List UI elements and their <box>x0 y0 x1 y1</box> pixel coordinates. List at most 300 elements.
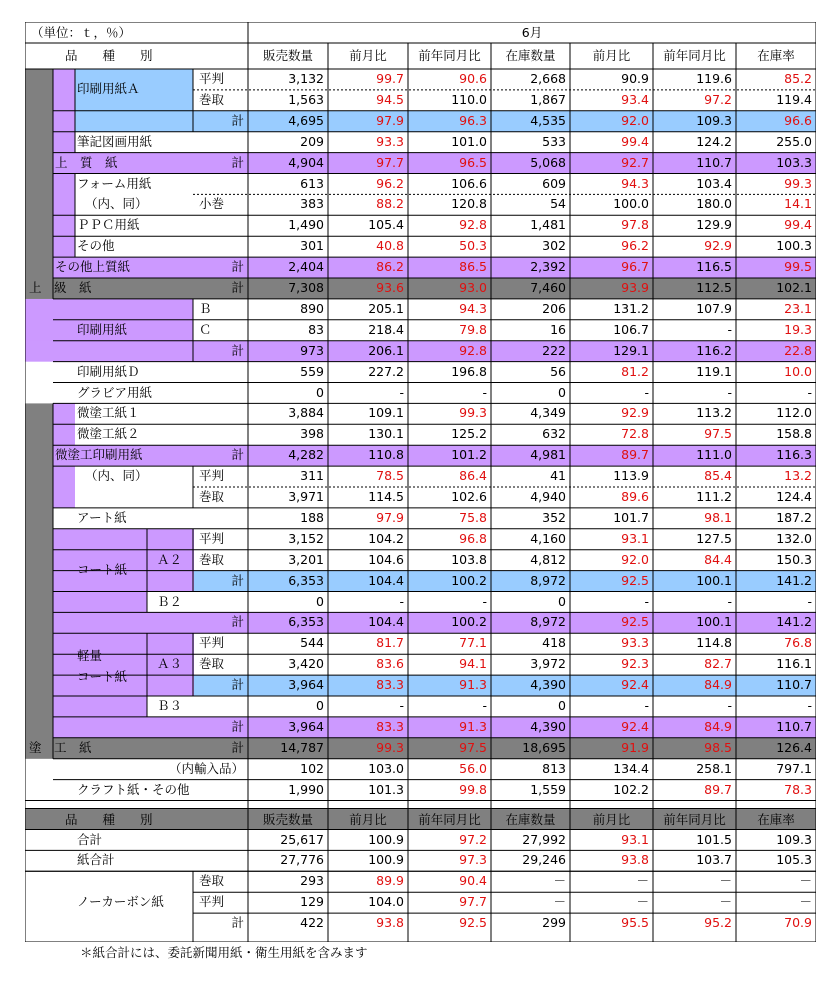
row-label-insatsu-a: 印刷用紙Ａ <box>77 81 140 97</box>
column-header-category: 品 種 別 <box>65 811 153 827</box>
column-header: 前月比 <box>592 48 631 63</box>
row-label-bitoko1: 微塗工紙１ <box>77 405 140 421</box>
value-cell: 92.9 <box>621 405 649 421</box>
value-cell: 77.1 <box>459 635 487 651</box>
value-cell: 112.5 <box>696 280 732 295</box>
unit-label: （単位：ｔ，％） <box>31 25 132 40</box>
value-cell: 75.8 <box>459 509 487 525</box>
value-cell: - <box>644 593 649 609</box>
value-cell: 110.7 <box>696 154 732 170</box>
row-sublabel: 計 <box>231 112 244 128</box>
value-cell: 56 <box>550 363 566 379</box>
value-cell: 98.5 <box>704 739 732 755</box>
value-cell: 112.0 <box>776 405 812 421</box>
value-cell: 101.5 <box>696 831 732 847</box>
value-cell: - <box>644 698 649 713</box>
value-cell: 104.0 <box>368 894 404 910</box>
value-cell: - <box>727 321 732 337</box>
row-sublabel: 平判 <box>199 635 225 651</box>
value-cell: 4,940 <box>530 489 566 504</box>
row-label-sonota: その他 <box>77 238 115 254</box>
value-cell: 0 <box>558 593 566 609</box>
value-cell: 50.3 <box>459 238 487 254</box>
row-label-kraft: クラフト紙・その他 <box>77 781 190 797</box>
value-cell: 25,617 <box>280 831 324 847</box>
value-cell: 97.7 <box>459 894 487 910</box>
value-cell: 116.1 <box>776 656 812 672</box>
value-cell: 973 <box>300 342 324 358</box>
column-header: 前月比 <box>349 811 387 827</box>
value-cell: 196.8 <box>451 363 487 379</box>
value-cell: 18,695 <box>522 739 566 755</box>
value-cell: 83.3 <box>376 718 404 734</box>
row-sublabel: 巻取 <box>199 551 225 567</box>
value-cell: 89.7 <box>621 447 649 463</box>
value-cell: 99.3 <box>784 175 812 191</box>
blue-group-bar <box>75 69 193 132</box>
value-cell: 94.3 <box>621 175 649 191</box>
row-sublabel: 平判 <box>199 468 225 484</box>
value-cell: 96.2 <box>621 238 649 254</box>
row-label-toko: 塗 工 紙 <box>29 739 92 755</box>
row-sublabel: 平判 <box>199 530 225 546</box>
value-cell: 206 <box>542 300 566 316</box>
value-cell: 91.3 <box>459 677 487 693</box>
value-cell: 78.3 <box>784 781 812 797</box>
value-cell: 41 <box>550 468 566 484</box>
row-sublabel: Ｂ <box>199 300 212 316</box>
value-cell: 16 <box>550 321 566 337</box>
value-cell: 99.8 <box>459 781 487 797</box>
value-cell: - <box>727 384 732 400</box>
row-sublabel: 計 <box>231 259 244 275</box>
value-cell: 92.7 <box>621 154 649 170</box>
value-cell: - <box>727 593 732 609</box>
row-sublabel: Ｃ <box>199 321 212 337</box>
value-cell: 99.7 <box>376 71 404 86</box>
value-cell: 89.6 <box>621 489 649 504</box>
row-sublabel: 平判 <box>199 894 225 910</box>
value-cell: 113.2 <box>696 405 732 421</box>
value-cell: 109.3 <box>696 112 732 128</box>
value-cell: 56.0 <box>459 760 487 776</box>
value-cell: 91.3 <box>459 718 487 734</box>
value-cell: 3,964 <box>288 718 324 734</box>
value-cell: 6,353 <box>288 614 324 630</box>
value-cell: 299 <box>542 915 566 931</box>
value-cell: 84.9 <box>704 677 732 693</box>
row-label-ppc: ＰＰＣ用紙 <box>77 217 140 233</box>
gray-group-bar <box>25 69 53 299</box>
row-sublabel: 計 <box>231 677 244 693</box>
value-cell: 90.4 <box>459 873 487 889</box>
value-cell: 92.0 <box>621 551 649 567</box>
row-sublabel: 巻取 <box>199 489 225 504</box>
value-cell: 352 <box>542 509 566 525</box>
value-cell: 125.2 <box>451 426 487 442</box>
row-sublabel: 計 <box>231 342 244 358</box>
value-cell: 97.9 <box>376 509 404 525</box>
row-label-sonota-joshitsu: その他上質紙 <box>55 259 131 275</box>
row-sublabel: 巻取 <box>199 656 225 672</box>
value-cell: 4,282 <box>288 447 324 463</box>
row-label-b3: Ｂ３ <box>157 698 183 713</box>
value-cell: 206.1 <box>368 342 404 358</box>
value-cell: 94.5 <box>376 91 404 107</box>
column-header: 在庫数量 <box>505 811 556 827</box>
value-cell: 92.8 <box>459 342 487 358</box>
value-cell: 102.6 <box>451 489 487 504</box>
value-cell: 109.1 <box>368 405 404 421</box>
value-cell: 141.2 <box>776 572 812 588</box>
value-cell: 40.8 <box>376 238 404 254</box>
value-cell: 209 <box>300 133 324 149</box>
value-cell: 2,392 <box>530 259 566 275</box>
row-label-bitoko2: 微塗工紙２ <box>77 426 140 442</box>
value-cell: 83 <box>308 321 324 337</box>
value-cell: 3,884 <box>288 405 324 421</box>
value-cell: 97.7 <box>376 154 404 170</box>
value-cell: 187.2 <box>776 509 812 525</box>
row-sublabel: 計 <box>231 154 244 170</box>
value-cell: 99.5 <box>784 259 812 275</box>
value-cell: 3,964 <box>288 677 324 693</box>
value-cell: 131.2 <box>613 300 649 316</box>
value-cell: 130.1 <box>368 426 404 442</box>
value-cell: 100.0 <box>613 196 649 212</box>
column-header: 前年同月比 <box>663 811 726 827</box>
value-cell: 126.4 <box>776 739 812 755</box>
value-cell: 113.9 <box>613 468 649 484</box>
row-label-art: アート紙 <box>77 509 127 525</box>
value-cell: 93.1 <box>621 530 649 546</box>
month-label: 6月 <box>521 25 543 40</box>
value-cell: 1,867 <box>530 91 566 107</box>
value-cell: 398 <box>300 426 324 442</box>
row-sublabel: 計 <box>231 614 244 630</box>
value-cell: 3,152 <box>288 530 324 546</box>
value-cell: 422 <box>300 915 324 931</box>
value-cell: 92.5 <box>621 614 649 630</box>
value-cell: 94.3 <box>459 300 487 316</box>
value-cell: 124.4 <box>776 489 812 504</box>
value-cell: 116.5 <box>696 259 732 275</box>
value-cell: 91.9 <box>621 739 649 755</box>
value-cell: 92.4 <box>621 677 649 693</box>
row-label-gokei: 合計 <box>77 831 103 847</box>
value-cell: 10.0 <box>784 363 812 379</box>
value-cell: 95.2 <box>704 915 732 931</box>
value-cell: 4,695 <box>288 112 324 128</box>
value-cell: 103.0 <box>368 760 404 776</box>
purple-group-bar <box>53 466 75 508</box>
value-cell: － <box>636 873 649 889</box>
value-cell: 129.9 <box>696 217 732 233</box>
value-cell: 96.3 <box>459 112 487 128</box>
value-cell: 96.5 <box>459 154 487 170</box>
value-cell: - <box>399 593 404 609</box>
value-cell: 383 <box>300 196 324 212</box>
value-cell: － <box>719 894 732 910</box>
value-cell: 114.8 <box>696 635 732 651</box>
row-label-form: フォーム用紙 <box>77 175 152 191</box>
value-cell: 103.8 <box>451 551 487 567</box>
value-cell: - <box>807 698 812 713</box>
value-cell: 141.2 <box>776 614 812 630</box>
value-cell: 93.9 <box>621 280 649 295</box>
value-cell: 4,981 <box>530 447 566 463</box>
value-cell: 94.1 <box>459 656 487 672</box>
column-header: 前年同月比 <box>418 811 481 827</box>
value-cell: 134.4 <box>613 760 649 776</box>
value-cell: 14,787 <box>280 739 324 755</box>
value-cell: 120.8 <box>451 196 487 212</box>
value-cell: － <box>636 894 649 910</box>
value-cell: 632 <box>542 426 566 442</box>
value-cell: － <box>553 873 566 889</box>
value-cell: 88.2 <box>376 196 404 212</box>
value-cell: 105.4 <box>368 217 404 233</box>
value-cell: 92.0 <box>621 112 649 128</box>
value-cell: 86.5 <box>459 259 487 275</box>
value-cell: 127.5 <box>696 530 732 546</box>
value-cell: 54 <box>550 196 566 212</box>
value-cell: 81.7 <box>376 635 404 651</box>
value-cell: 4,904 <box>288 154 324 170</box>
value-cell: 2,404 <box>288 259 324 275</box>
value-cell: - <box>482 698 487 713</box>
value-cell: 302 <box>542 238 566 254</box>
value-cell: 0 <box>558 698 566 713</box>
value-cell: 129 <box>300 894 324 910</box>
value-cell: 100.2 <box>451 572 487 588</box>
footnote: ＊紙合計には、委託新聞用紙・衛生用紙を含みます <box>80 945 368 960</box>
value-cell: 102 <box>300 760 324 776</box>
value-cell: 533 <box>542 133 566 149</box>
row-label-a2: Ａ２ <box>157 551 183 567</box>
value-cell: 83.6 <box>376 656 404 672</box>
value-cell: 1,490 <box>288 217 324 233</box>
value-cell: 797.1 <box>776 760 812 776</box>
sales-inventory-table <box>25 22 816 942</box>
value-cell: 111.0 <box>696 447 732 463</box>
column-header: 前年同月比 <box>663 48 726 63</box>
value-cell: 104.6 <box>368 551 404 567</box>
row-label-keiryo-coat: コート紙 <box>77 668 128 684</box>
value-cell: 103.4 <box>696 175 732 191</box>
value-cell: 188 <box>300 509 324 525</box>
value-cell: 93.1 <box>621 831 649 847</box>
value-cell: 103.7 <box>696 852 732 868</box>
value-cell: 105.3 <box>776 852 812 868</box>
value-cell: 150.3 <box>776 551 812 567</box>
row-label-keiryo: 軽量 <box>77 647 103 663</box>
value-cell: － <box>553 894 566 910</box>
value-cell: 3,201 <box>288 551 324 567</box>
value-cell: 97.2 <box>704 91 732 107</box>
value-cell: 101.0 <box>451 133 487 149</box>
value-cell: 14.1 <box>784 196 812 212</box>
value-cell: 27,992 <box>522 831 566 847</box>
value-cell: 22.8 <box>784 342 812 358</box>
value-cell: 110.7 <box>776 718 812 734</box>
value-cell: 79.8 <box>459 321 487 337</box>
value-cell: 93.6 <box>376 280 404 295</box>
row-sublabel: 平判 <box>199 71 225 86</box>
value-cell: 85.4 <box>704 468 732 484</box>
value-cell: 19.3 <box>784 321 812 337</box>
value-cell: 76.8 <box>784 635 812 651</box>
column-header: 販売数量 <box>262 48 313 63</box>
value-cell: 96.8 <box>459 530 487 546</box>
value-cell: 106.7 <box>613 321 649 337</box>
value-cell: 97.5 <box>704 426 732 442</box>
value-cell: 97.5 <box>459 739 487 755</box>
column-header: 在庫数量 <box>505 48 556 63</box>
value-cell: 0 <box>316 698 324 713</box>
value-cell: 84.4 <box>704 551 732 567</box>
value-cell: 110.0 <box>451 91 487 107</box>
row-sublabel: 計 <box>231 739 244 755</box>
value-cell: - <box>807 593 812 609</box>
value-cell: 613 <box>300 175 324 191</box>
value-cell: 83.3 <box>376 677 404 693</box>
value-cell: 3,972 <box>530 656 566 672</box>
value-cell: 114.5 <box>368 489 404 504</box>
value-cell: 559 <box>300 363 324 379</box>
value-cell: - <box>399 384 404 400</box>
value-cell: - <box>482 593 487 609</box>
value-cell: 100.9 <box>368 831 404 847</box>
value-cell: 116.3 <box>776 447 812 463</box>
value-cell: 7,308 <box>288 280 324 295</box>
row-sublabel: 計 <box>231 572 244 588</box>
value-cell: 93.3 <box>621 635 649 651</box>
value-cell: 86.4 <box>459 468 487 484</box>
value-cell: 0 <box>316 384 324 400</box>
value-cell: 2,668 <box>530 71 566 86</box>
row-label-kami-gokei: 紙合計 <box>77 852 115 868</box>
row-label-insatsu: 印刷用紙 <box>77 321 128 337</box>
value-cell: 93.0 <box>459 280 487 295</box>
value-cell: 82.7 <box>704 656 732 672</box>
value-cell: 111.2 <box>696 489 732 504</box>
row-label-joshitsu: 上 質 紙 <box>55 154 118 170</box>
row-label-insatsu-d: 印刷用紙Ｄ <box>77 363 140 379</box>
row-label-jokyu: 上 級 紙 <box>29 280 92 295</box>
subtotal-row-fill <box>25 341 193 362</box>
value-cell: 129.1 <box>613 342 649 358</box>
value-cell: 84.9 <box>704 718 732 734</box>
value-cell: 227.2 <box>368 363 404 379</box>
value-cell: 90.6 <box>459 71 487 86</box>
value-cell: 119.6 <box>696 71 732 86</box>
value-cell: 6,353 <box>288 572 324 588</box>
value-cell: 70.9 <box>784 915 812 931</box>
value-cell: - <box>482 384 487 400</box>
row-label-a3: Ａ３ <box>157 656 183 672</box>
value-cell: 29,246 <box>522 852 566 868</box>
value-cell: 124.2 <box>696 133 732 149</box>
value-cell: 102.1 <box>776 280 812 295</box>
row-label-hikki: 筆記図画用紙 <box>77 133 153 149</box>
gray-group-bar <box>25 403 53 758</box>
value-cell: 3,971 <box>288 489 324 504</box>
value-cell: 5,068 <box>530 154 566 170</box>
value-cell: 101.2 <box>451 447 487 463</box>
value-cell: 4,535 <box>530 112 566 128</box>
value-cell: 301 <box>300 238 324 254</box>
value-cell: 4,349 <box>530 405 566 421</box>
value-cell: 103.3 <box>776 154 812 170</box>
value-cell: 544 <box>300 635 324 651</box>
value-cell: 81.2 <box>621 363 649 379</box>
value-cell: 97.8 <box>621 217 649 233</box>
value-cell: 293 <box>300 873 324 889</box>
column-header: 前年同月比 <box>418 48 481 63</box>
purple-group-bar <box>53 529 147 634</box>
value-cell: 93.3 <box>376 133 404 149</box>
value-cell: 93.4 <box>621 91 649 107</box>
value-cell: 311 <box>300 468 324 484</box>
value-cell: 3,420 <box>288 656 324 672</box>
value-cell: 100.3 <box>776 238 812 254</box>
value-cell: 100.9 <box>368 852 404 868</box>
value-cell: - <box>807 384 812 400</box>
row-sublabel: 計 <box>231 280 244 295</box>
value-cell: 1,559 <box>530 781 566 797</box>
value-cell: 1,563 <box>288 91 324 107</box>
value-cell: 890 <box>300 300 324 316</box>
row-label-uchi: （内、同） <box>85 196 148 212</box>
value-cell: － <box>799 894 812 910</box>
value-cell: 104.4 <box>368 572 404 588</box>
value-cell: 255.0 <box>776 133 812 149</box>
value-cell: 205.1 <box>368 300 404 316</box>
value-cell: 85.2 <box>784 71 812 86</box>
value-cell: 97.9 <box>376 112 404 128</box>
value-cell: 78.5 <box>376 468 404 484</box>
value-cell: 89.7 <box>704 781 732 797</box>
column-header: 在庫率 <box>757 48 795 63</box>
value-cell: 8,972 <box>530 572 566 588</box>
value-cell: 218.4 <box>368 321 404 337</box>
value-cell: 100.1 <box>696 614 732 630</box>
value-cell: 119.1 <box>696 363 732 379</box>
value-cell: 93.8 <box>621 852 649 868</box>
value-cell: 609 <box>542 175 566 191</box>
value-cell: 99.3 <box>459 405 487 421</box>
value-cell: 92.9 <box>704 238 732 254</box>
value-cell: 110.8 <box>368 447 404 463</box>
value-cell: 4,160 <box>530 530 566 546</box>
row-sublabel: （内輸入品） <box>168 760 244 776</box>
value-cell: － <box>719 873 732 889</box>
value-cell: 109.3 <box>776 831 812 847</box>
value-cell: 99.4 <box>621 133 649 149</box>
column-header: 在庫率 <box>757 811 795 827</box>
value-cell: 89.9 <box>376 873 404 889</box>
value-cell: 96.6 <box>784 112 812 128</box>
value-cell: 119.4 <box>776 91 812 107</box>
value-cell: 116.2 <box>696 342 732 358</box>
value-cell: 110.7 <box>776 677 812 693</box>
value-cell: 13.2 <box>784 468 812 484</box>
value-cell: 72.8 <box>621 426 649 442</box>
column-header: 前月比 <box>349 48 387 63</box>
value-cell: 100.1 <box>696 572 732 588</box>
row-sublabel: 巻取 <box>199 91 225 107</box>
